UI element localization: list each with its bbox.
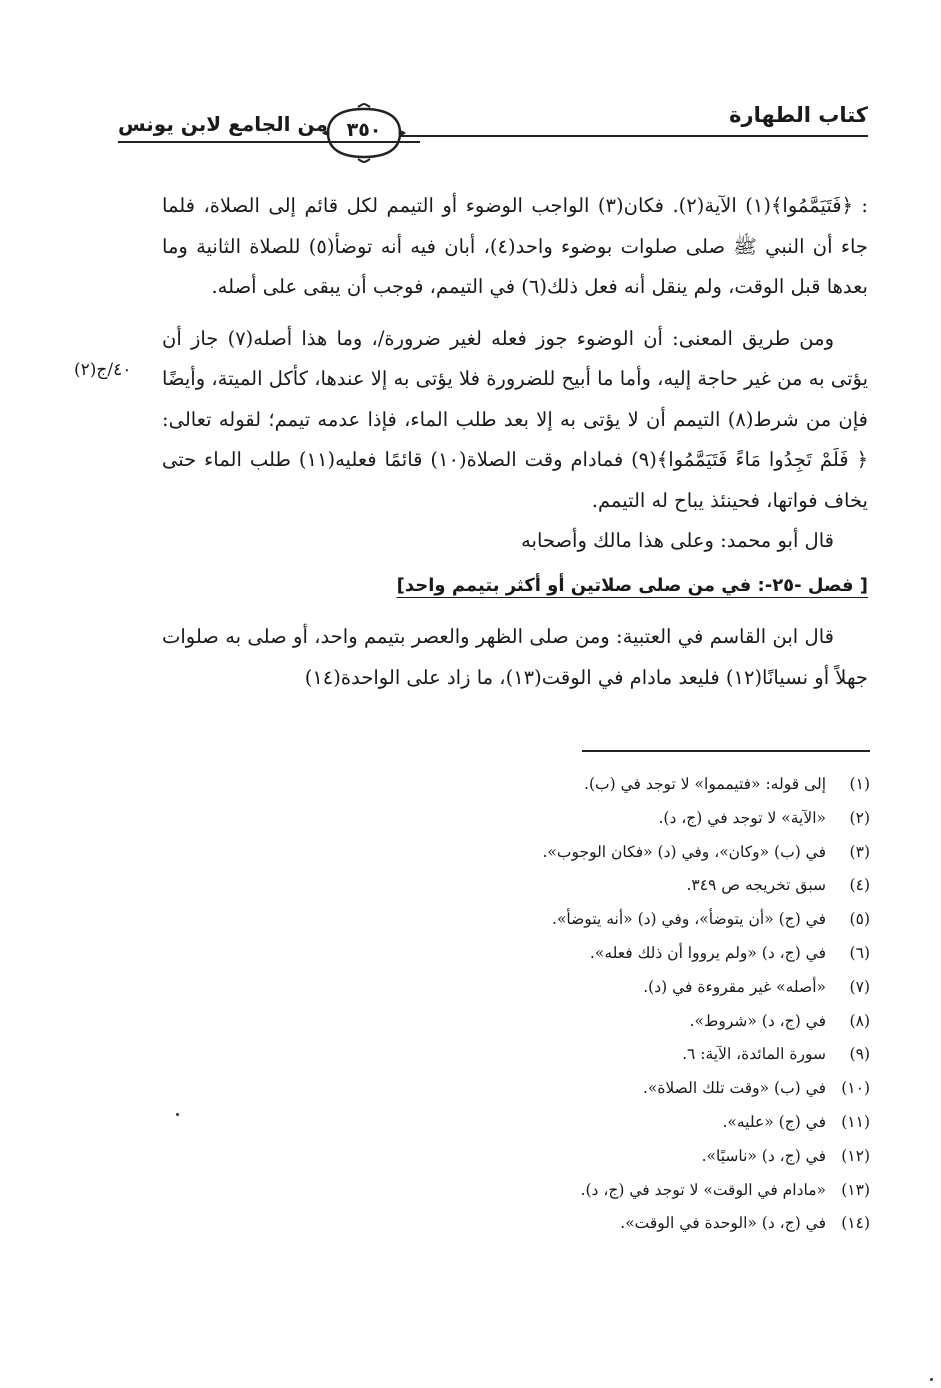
footnote-item: (٥)في (ج) «أن يتوضأ»، وفي (د) «أنه يتوضأ». [552, 910, 870, 929]
footnote-item: (٩)سورة المائدة، الآية: ٦. [682, 1045, 870, 1064]
book-title: كتاب الطهارة [729, 103, 868, 127]
main-text [162, 186, 868, 698]
header-rule-right [400, 135, 868, 137]
header-rule-left [118, 141, 420, 143]
paragraph-2: ومن طريق المعنى: أن الوضوء جوز فعله لغير ضرورة/، وما هذا أصله(٧) جاز أن يؤتى به من غير حاجة إليه، وأما ما أبيح للضرورة فلا يؤتى به إلا عندها، كأكل الميتة، وأيضًا فإن من شرط(٨) التيمم أن لا يؤتى به إلا بعد طلب الماء، فإذا عدمه تيمم؛ لقوله تعالى: ﴿ فَلَمْ تَجِدُوا مَاءً فَتَيَمَّمُوا﴾(٩) فمادام وقت الصلاة(١٠) قائمًا فعليه(١١) طلب الماء حتى يخاف فواتها، فحينئذ يباح له التيمم. [162, 326, 869, 512]
footnote-item: (١٤)في (ج، د) «الوحدة في الوقت». [620, 1214, 870, 1233]
paragraph-1: : ﴿فَتَيَمَّمُوا﴾(١) الآية(٢). فكان(٣) الواجب الوضوء أو التيمم لكل قائم إلى الصلاة، فلما جاء أن النبي ﷺ صلى صلوات بوضوء واحد(٤)، أبان فيه أنه توضأ(٥) للصلاة الثانية وما بعدها قبل الوقت، ولم ينقل أنه فعل ذلك(٦) في التيمم، فوجب أن يبقى على أصله. [162, 194, 869, 298]
paragraph-4: قال ابن القاسم في العتبية: ومن صلى الظهر والعصر بتيمم واحد، أو صلى به صلوات جهلاً أو نسيانًا(١٢) فليعد مادام في الوقت(١٣)، ما زاد على الواحدة(١٤) [162, 625, 868, 689]
footnote-item: (٣)في (ب) «وكان»، وفي (د) «فكان الوجوب». [542, 842, 870, 861]
footnotes-list [400, 768, 870, 1241]
margin-manuscript-note: ٤٠/ج(٢) [74, 360, 132, 380]
footnote-item: (١٢)في (ج، د) «ناسيًا». [701, 1146, 870, 1165]
footnote-item: (٧)«أصله» غير مقروءة في (د). [643, 977, 870, 996]
footnote-separator [582, 750, 870, 752]
footnote-item: (٤)سبق تخريجه ص ٣٤٩. [686, 876, 870, 895]
scan-speck [930, 1378, 933, 1381]
footnote-item: (٦)في (ج، د) «ولم يرووا أن ذلك فعله». [589, 943, 870, 962]
footnote-item: (٢)«الآية» لا توجد في (ج، د). [658, 808, 870, 827]
footnote-item: (١)إلى قوله: «فتيمموا» لا توجد في (ب). [584, 775, 870, 793]
footnote-item: (١١)في (ج) «عليه». [722, 1112, 870, 1131]
footnote-item: (٨)في (ج، د) «شروط». [689, 1011, 870, 1030]
scan-speck [176, 1113, 179, 1116]
footnote-item: (١٠)في (ب) «وقت تلك الصلاة». [642, 1079, 870, 1098]
page-number: ٣٥٠ [346, 119, 382, 141]
paragraph-3: قال أبو محمد: وعلى هذا مالك وأصحابه [521, 529, 834, 552]
page-header [118, 95, 868, 175]
footnote-item: (١٣)«مادام في الوقت» لا توجد في (ج، د). [580, 1180, 870, 1199]
work-title: من الجامع لابن يونس [118, 112, 328, 136]
section-heading: [ فصل -٢٥-: في من صلى صلاتين أو أكثر بتيمم واحد] [396, 574, 868, 596]
